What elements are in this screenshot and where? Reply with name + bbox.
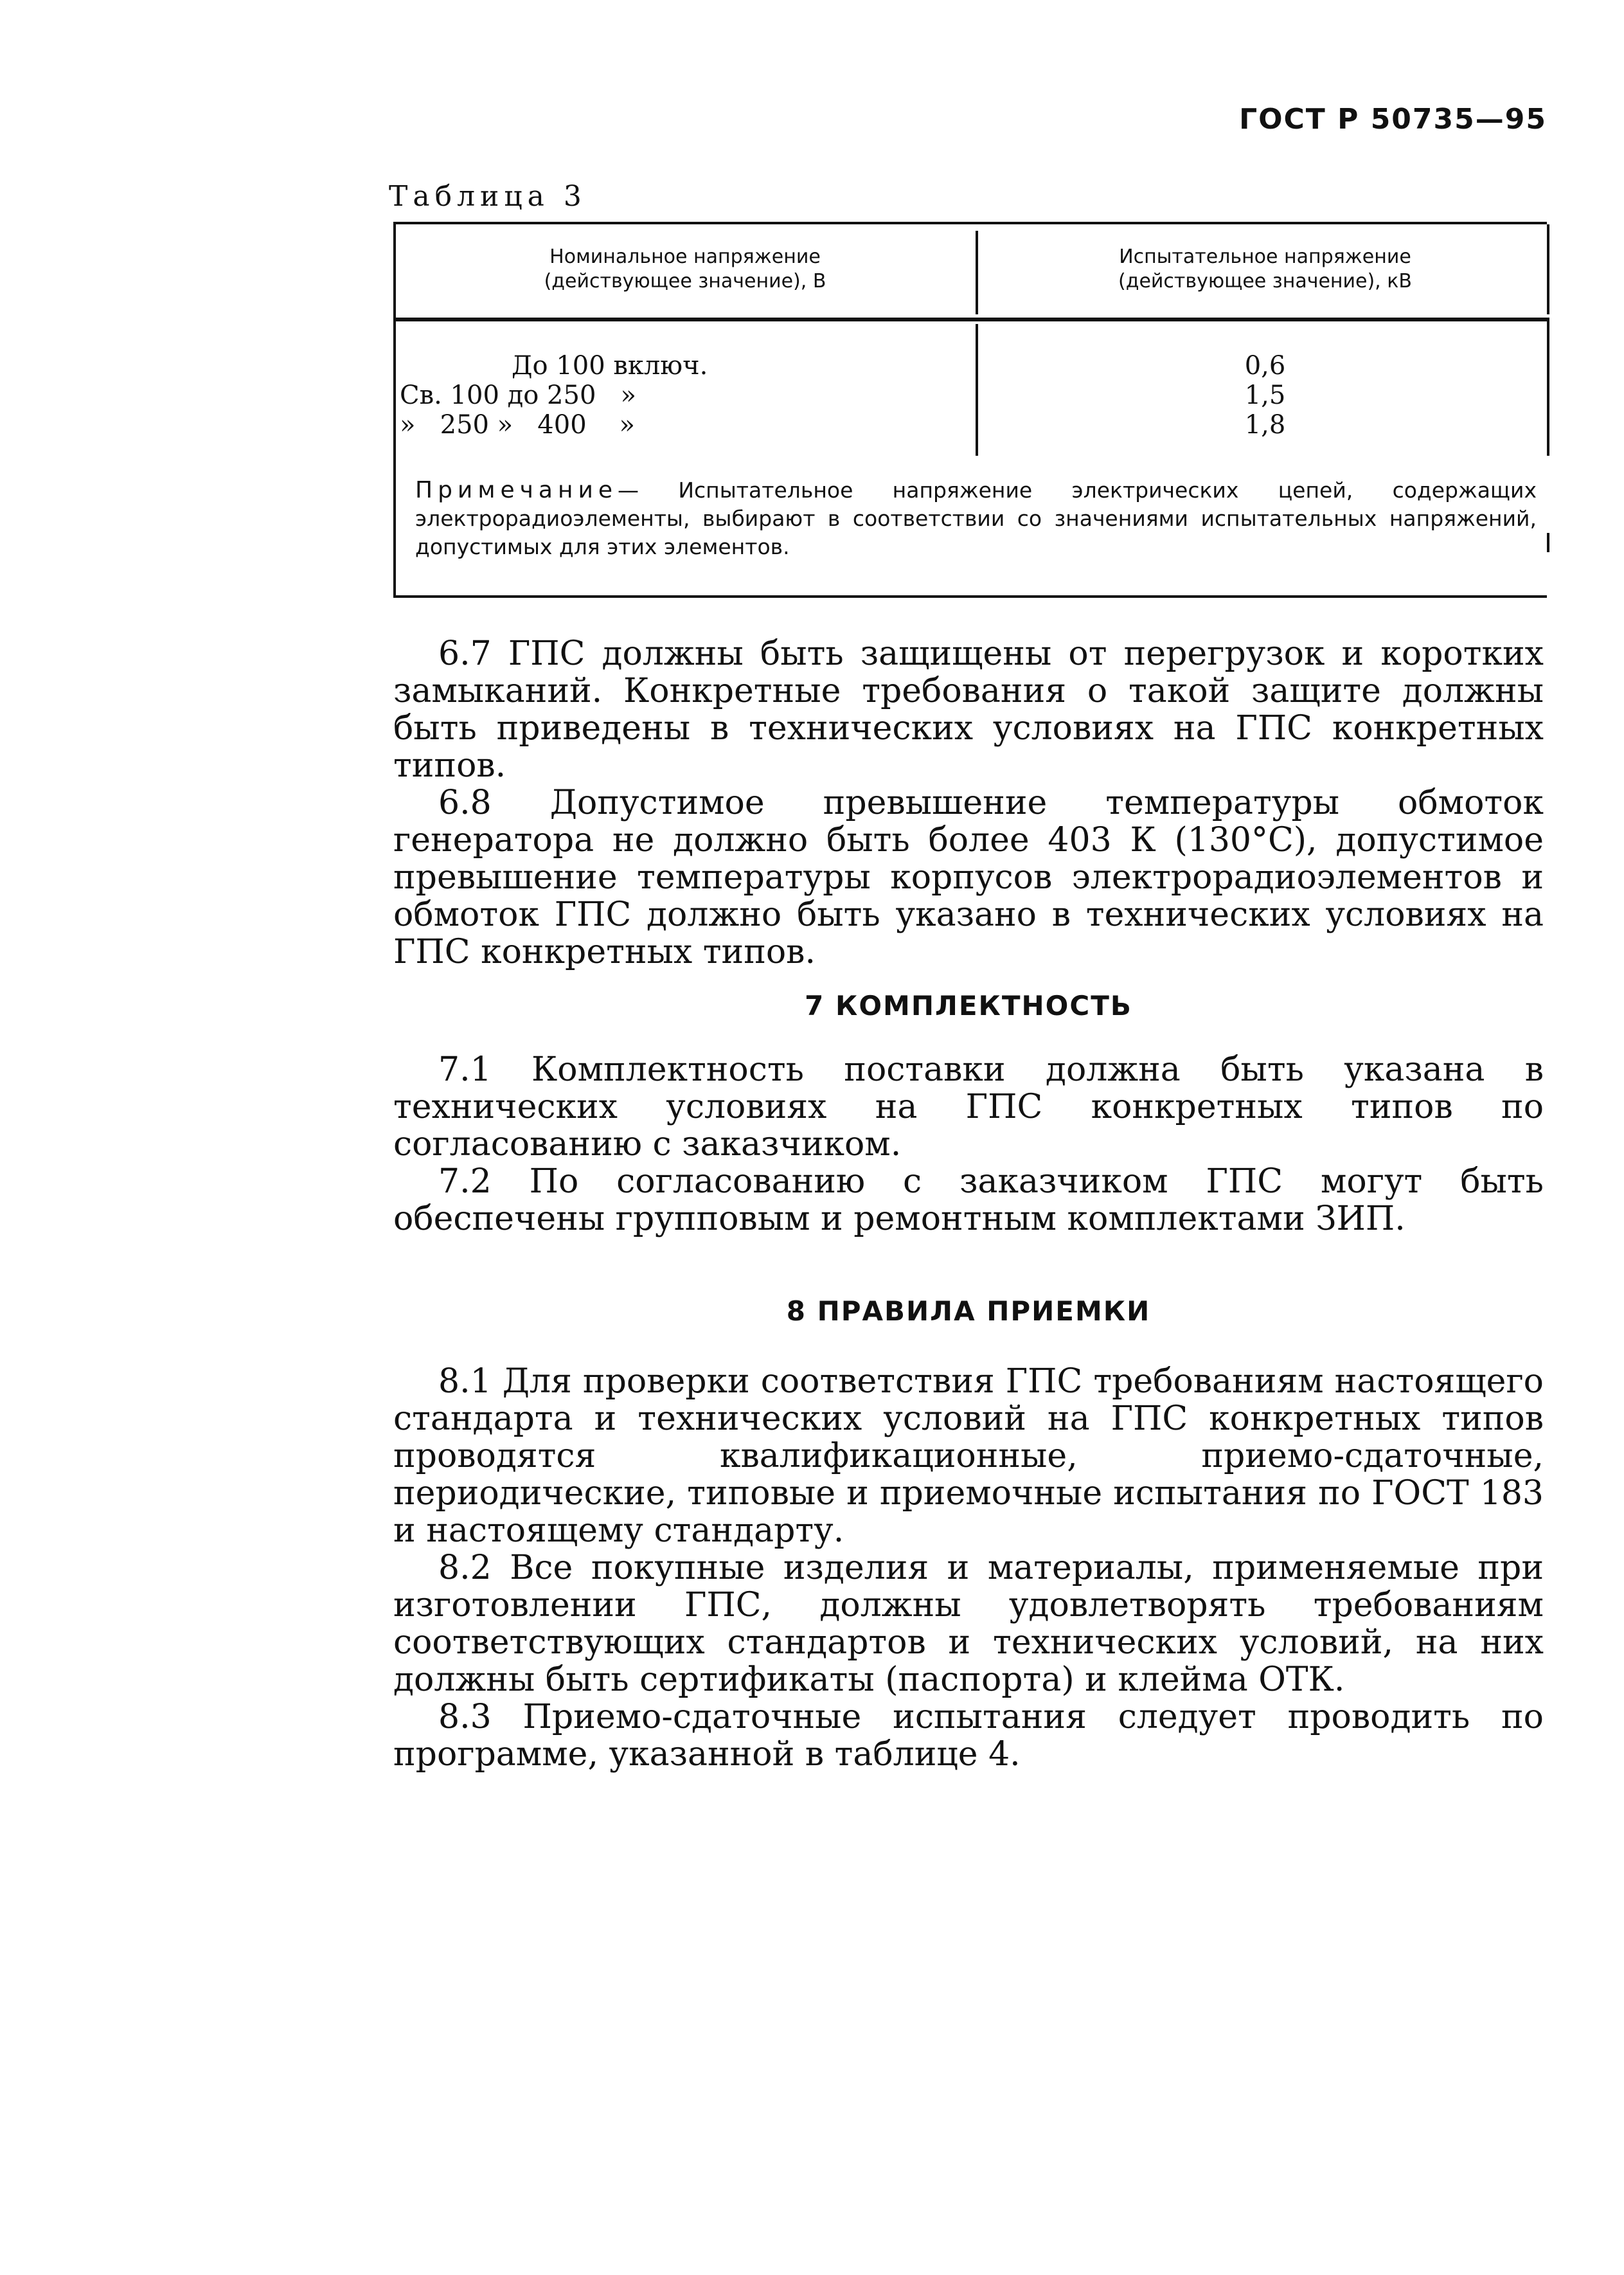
- table-note-text: — Испытательное напряжение электрических цепей, содержащих электрорадиоэлементы, выбирают в соответствии со значениями испытательных напряжений, допустимых для этих элементов.: [415, 478, 1537, 559]
- voltage-table: [393, 222, 1547, 598]
- table-cell-test: 0,6: [1244, 351, 1286, 381]
- paragraph-8-1: 8.1 Для проверки соответствия ГПС требованиям настоящего стандарта и технических условий на ГПС конкретных типов проводятся квалификационные, приемо-сдаточные, периодические, типовые и приемочные испытания по ГОСТ 183 и настоящему стандарту.: [393, 1362, 1544, 1550]
- table-note: [415, 476, 1537, 561]
- paragraph-8-2: 8.2 Все покупные изделия и материалы, применяемые при изготовлении ГПС, должны удовлетворять требованиям соответствующих стандартов и технических условий, на них должны быть сертификаты (паспорта) и клейма ОТК.: [393, 1549, 1544, 1699]
- col-header-test: [981, 224, 1549, 314]
- table-right-border: [1547, 533, 1549, 552]
- section-8-title: 8 ПРАВИЛА ПРИЕМКИ: [786, 1295, 1151, 1327]
- page-header-standard: ГОСТ Р 50735—95: [1239, 103, 1547, 136]
- column-divider-body: [976, 324, 978, 456]
- section-7-title: 7 КОМПЛЕКТНОСТЬ: [805, 990, 1132, 1021]
- paragraph-7-2: 7.2 По согласованию с заказчиком ГПС могут быть обеспечены групповым и ремонтным комплектами ЗИП.: [393, 1162, 1544, 1238]
- col2-header-line1: Испытательное напряжение: [1119, 246, 1411, 268]
- table-cell-nominal: До 100 включ.: [512, 351, 708, 381]
- col-header-nominal: [396, 224, 974, 314]
- table-title: Таблица 3: [389, 180, 587, 213]
- table-cell-test: 1,8: [1244, 410, 1286, 440]
- table-cell-nominal: Св. 100 до 250 »: [400, 381, 637, 410]
- col1-header-line2: (действующее значение), В: [544, 270, 826, 292]
- paragraph-6-8: 6.8 Допустимое превышение температуры обмоток генератора не должно быть более 403 К (130°С), допустимое превышение температуры корпусов электрорадиоэлементов и обмоток ГПС должно быть указано в технических условиях на ГПС конкретных типов.: [393, 784, 1544, 971]
- table-cell-test: 1,5: [1244, 381, 1286, 410]
- section-8-text: [393, 1363, 1544, 1773]
- table-cell-nominal: » 250 » 400 »: [400, 410, 635, 440]
- paragraph-6-7: 6.7 ГПС должны быть защищены от перегрузок и коротких замыканий. Конкретные требования о такой защите должны быть приведены в технических условиях на ГПС конкретных типов.: [393, 634, 1544, 785]
- header-double-rule: [396, 318, 1549, 321]
- paragraph-7-1: 7.1 Комплектность поставки должна быть указана в технических условиях на ГПС конкретных типов по согласованию с заказчиком.: [393, 1050, 1544, 1164]
- column-divider-top: [976, 231, 978, 314]
- paragraph-8-3: 8.3 Приемо-сдаточные испытания следует проводить по программе, указанной в таблице 4.: [393, 1698, 1544, 1774]
- table-right-border: [1547, 224, 1549, 314]
- table-note-lead: Примечание: [415, 477, 618, 503]
- col2-header-line2: (действующее значение), кВ: [1118, 270, 1412, 292]
- col1-header-line1: Номинальное напряжение: [549, 246, 821, 268]
- section-7-text: [393, 1051, 1544, 1237]
- section-6-text: [393, 635, 1544, 971]
